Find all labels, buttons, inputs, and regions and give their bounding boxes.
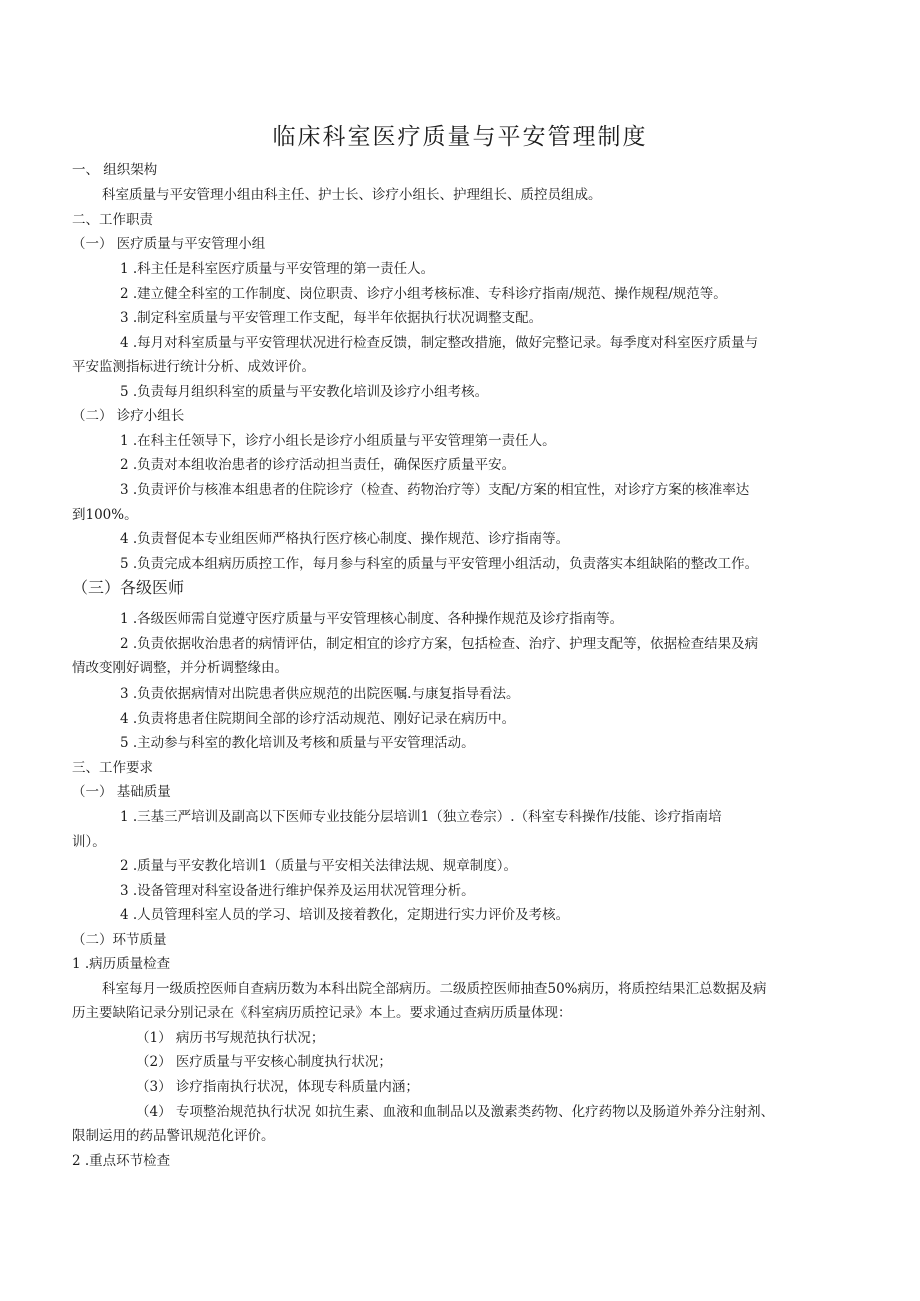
paragraph-line: 历主要缺陷记录分别记录在《科室病历质控记录》本上。要求通过查病历质量体现： [72, 1005, 572, 1021]
list-item-continuation: 平安监测指标进行统计分析、成效评价。 [72, 359, 315, 375]
list-item: 4 .负责督促本专业组医师严格执行医疗核心制度、操作规范、诊疗指南等。 [120, 531, 570, 547]
subsection-heading: （一） 基础质量 [72, 784, 171, 800]
list-item: （3） 诊疗指南执行状况，体现专科质量内涵； [136, 1079, 419, 1095]
list-item: 4 .每月对科室质量与平安管理状况进行检查反馈，制定整改措施，做好完整记录。每季度对科室医疗质量与 [120, 335, 759, 351]
section-1-heading: 一、 组织架构 [72, 162, 158, 178]
list-item: 5 .主动参与科室的教化培训及考核和质量与平安管理活动。 [120, 735, 475, 751]
list-item: 3 .负责评价与核准本组患者的住院诊疗（检查、药物治疗等）支配/方案的相宜性，对诊疗方案的核准率达 [120, 482, 750, 498]
paragraph-line: 科室质量与平安管理小组由科主任、护士长、诊疗小组长、护理组长、质控员组成。 [102, 187, 602, 203]
list-item: 2 .负责对本组收治患者的诊疗活动担当责任，确保医疗质量平安。 [120, 457, 516, 473]
list-item: 5 .负责每月组织科室的质量与平安教化培训及诊疗小组考核。 [120, 384, 489, 400]
list-item: 1 .科主任是科室医疗质量与平安管理的第一责任人。 [120, 261, 435, 277]
list-item: 2 .重点环节检查 [72, 1153, 171, 1169]
subsection-heading: （一） 医疗质量与平安管理小组 [72, 236, 266, 252]
subsection-heading: （二） 诊疗小组长 [72, 408, 185, 424]
list-item: 1 .三基三严培训及副高以下医师专业技能分层培训1（独立卷宗）.（科室专科操作/技能、诊疗指南培 [120, 809, 722, 825]
list-item: 1 .在科主任领导下，诊疗小组长是诊疗小组质量与平安管理第一责任人。 [120, 433, 556, 449]
list-item: 4 .负责将患者住院期间全部的诊疗活动规范、刚好记录在病历中。 [120, 711, 516, 727]
list-item: 1 .病历质量检查 [72, 956, 171, 972]
list-item: 1 .各级医师需自觉遵守医疗质量与平安管理核心制度、各种操作规范及诊疗指南等。 [120, 611, 624, 627]
list-item: 2 .建立健全科室的工作制度、岗位职责、诊疗小组考核标准、专科诊疗指南/规范、操作规程/规范等。 [120, 286, 727, 302]
list-item: 2 .质量与平安教化培训1（质量与平安相关法律法规、规章制度）。 [120, 858, 518, 874]
list-item: 3 .负责依据病情对出院患者供应规范的出院医嘱.与康复指导看法。 [120, 686, 520, 702]
list-item-continuation: 训）。 [72, 834, 106, 850]
list-item: 4 .人员管理科室人员的学习、培训及接着教化，定期进行实力评价及考核。 [120, 907, 570, 923]
section-2-heading: 二、工作职责 [72, 212, 153, 228]
list-item: 3 .制定科室质量与平安管理工作支配，每半年依据执行状况调整支配。 [120, 310, 543, 326]
section-3-heading: 三、工作要求 [72, 760, 153, 776]
list-item: 3 .设备管理对科室设备进行维护保养及运用状况管理分析。 [120, 883, 475, 899]
list-item: （2） 医疗质量与平安核心制度执行状况； [136, 1054, 392, 1070]
list-item: 2 .负责依据收治患者的病情评估，制定相宜的诊疗方案，包括检查、治疗、护理支配等，依据检查结果及病 [120, 636, 759, 652]
document-title: 临床科室医疗质量与平安管理制度 [272, 124, 648, 150]
list-item: （4） 专项整治规范执行状况 如抗生素、血液和血制品以及激素类药物、化疗药物以及肠道外养分注射剂、 [136, 1104, 775, 1120]
subsection-heading: （二）环节质量 [72, 932, 167, 948]
list-item-continuation: 限制运用的药品警讯规范化评价。 [72, 1128, 275, 1144]
list-item-continuation: 情改变刚好调整，并分析调整缘由。 [72, 660, 288, 676]
list-item: 5 .负责完成本组病历质控工作，每月参与科室的质量与平安管理小组活动，负责落实本组缺陷的整改工作。 [120, 556, 759, 572]
list-item-continuation: 到100%。 [72, 507, 138, 523]
list-item: （1） 病历书写规范执行状况； [136, 1030, 325, 1046]
paragraph-line: 科室每月一级质控医师自查病历数为本科出院全部病历。二级质控医师抽查50%病历，将质控结果汇总数据及病 [102, 981, 767, 997]
subsection-heading: （三）各级医师 [72, 578, 185, 597]
